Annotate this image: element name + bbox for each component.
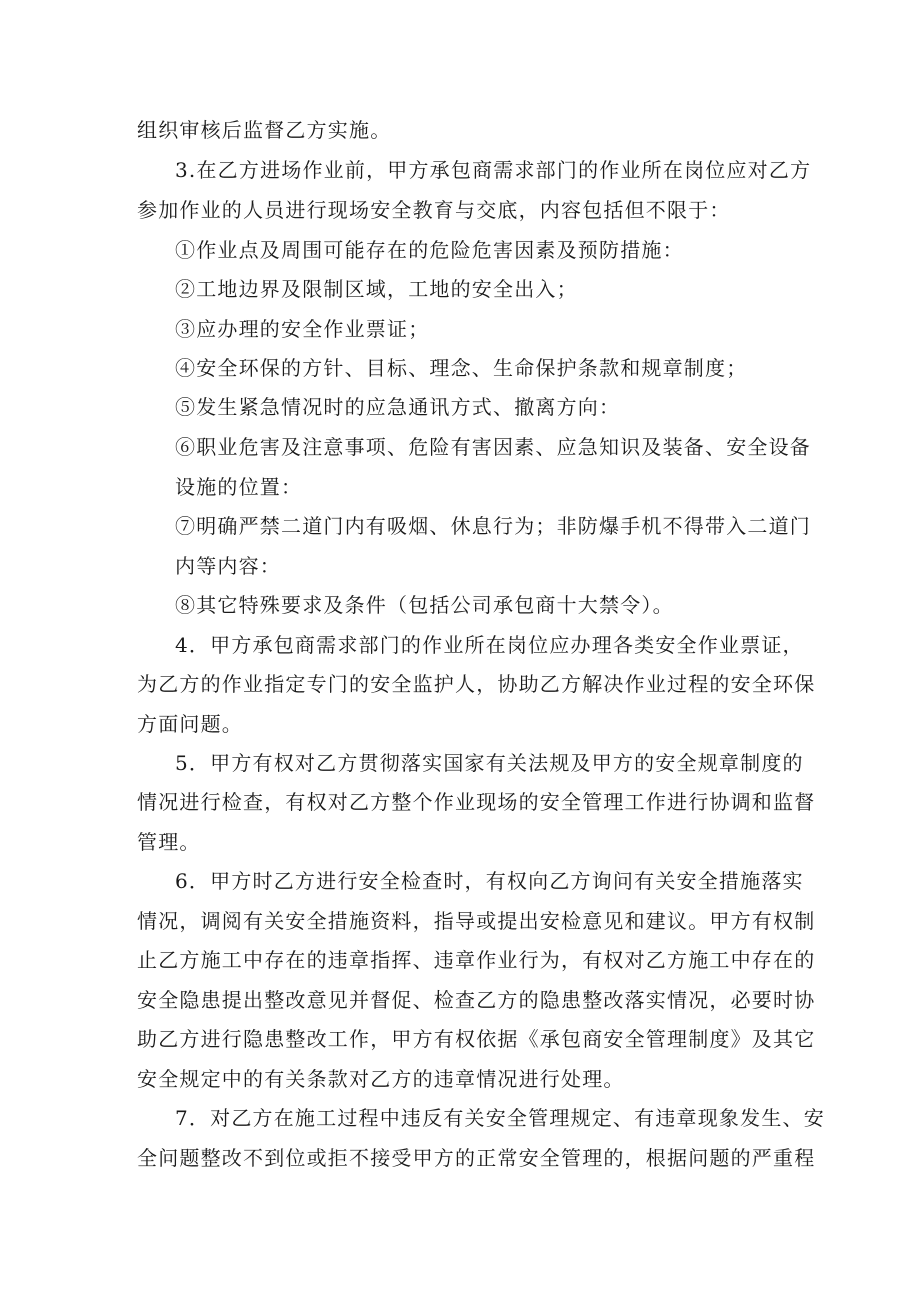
text-line: 安全隐患提出整改意见并督促、检查乙方的隐患整改落实情况，必要时协 <box>137 988 816 1012</box>
text-line: ⑥职业危害及注意事项、危险有害因素、应急知识及装备、安全设备 <box>175 435 811 459</box>
text-line: 参加作业的人员进行现场安全教育与交底，内容包括但不限于： <box>137 198 731 222</box>
text-line: ①作业点及周围可能存在的危险危害因素及预防措施： <box>175 238 684 262</box>
text-line: 方面问题。 <box>137 712 243 736</box>
text-line: 3.在乙方进场作业前，甲方承包商需求部门的作业所在岗位应对乙方 <box>175 158 812 182</box>
text-line: 情况进行检查，有权对乙方整个作业现场的安全管理工作进行协调和监督 <box>137 790 816 814</box>
text-line: 止乙方施工中存在的违章指挥、违章作业行为，有权对乙方施工中存在的 <box>137 948 816 972</box>
text-line: ④安全环保的方针、目标、理念、生命保护条款和规章制度； <box>175 356 748 380</box>
text-line: 设施的位置： <box>175 475 303 499</box>
text-line: 6．甲方时乙方进行安全检查时，有权向乙方询问有关安全措施落实 <box>175 869 804 893</box>
text-line: 安全规定中的有关条款对乙方的违章情况进行处理。 <box>137 1067 625 1091</box>
text-line: ⑦明确严禁二道门内有吸烟、休息行为；非防爆手机不得带入二道门 <box>175 514 811 538</box>
text-line: 内等内容： <box>175 554 281 578</box>
text-line: 助乙方进行隐患整改工作，甲方有权依据《承包商安全管理制度》及其它 <box>137 1027 816 1051</box>
text-line: 5．甲方有权对乙方贯彻落实国家有关法规及甲方的安全规章制度的 <box>175 751 804 775</box>
text-line: ⑧其它特殊要求及条件（包括公司承包商十大禁令）。 <box>175 593 674 617</box>
text-line: 组织审核后监督乙方实施。 <box>137 118 392 142</box>
text-line: ⑤发生紧急情况时的应急通讯方式、撤离方向： <box>175 395 621 419</box>
text-line: ②工地边界及限制区域，工地的安全出入； <box>175 277 578 301</box>
text-line: 全问题整改不到位或拒不接受甲方的正常安全管理的，根据问题的严重程 <box>137 1146 816 1170</box>
text-line: 为乙方的作业指定专门的安全监护人，协助乙方解决作业过程的安全环保 <box>137 672 816 696</box>
text-line: 4．甲方承包商需求部门的作业所在岗位应办理各类安全作业票证， <box>175 633 804 657</box>
text-line: 7．对乙方在施工过程中违反有关安全管理规定、有违章现象发生、安 <box>175 1106 825 1130</box>
text-line: 情况，调阅有关安全措施资料，指导或提出安检意见和建议。甲方有权制 <box>137 909 816 933</box>
text-line: ③应办理的安全作业票证； <box>175 317 430 341</box>
text-line: 管理。 <box>137 830 201 854</box>
